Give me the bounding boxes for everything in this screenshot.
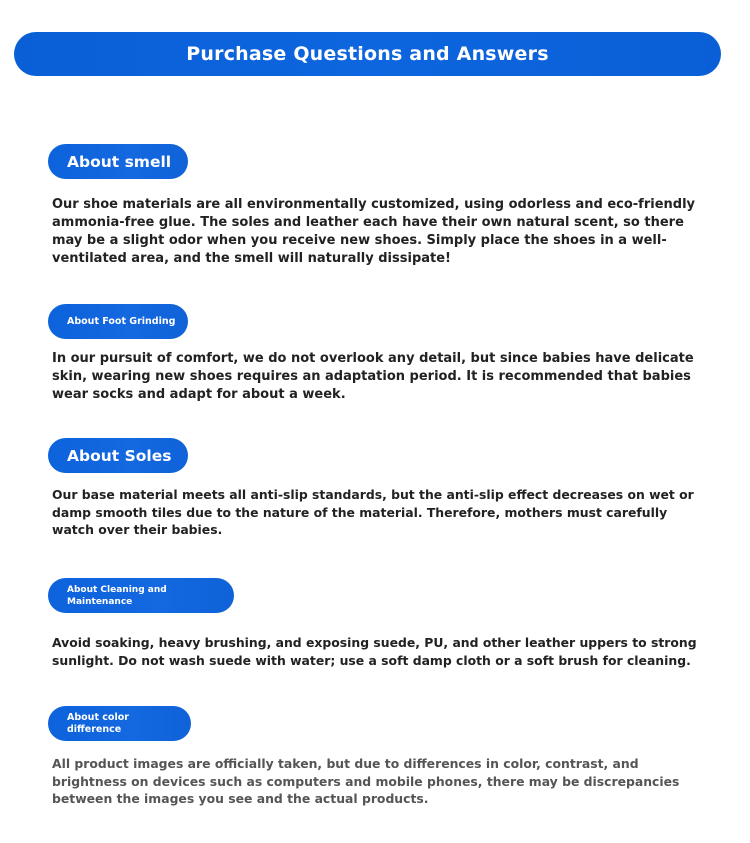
- section-heading-smell: [48, 144, 188, 179]
- section-text-color-difference: All product images are officially taken, but due to differences in color, contrast, and brightness on devices such as computers and mobile phones, there may be discrepancies between the images you see and the actual products.: [52, 756, 680, 806]
- page-header-banner: [14, 32, 721, 76]
- section-heading-soles: [48, 438, 188, 473]
- section-heading-cleaning: [48, 578, 234, 613]
- section-text-foot-grinding: In our pursuit of comfort, we do not overlook any detail, but since babies have delicate skin, wearing new shoes requires an adaptation period. It is recommended that babies wear socks and adapt for about a week.: [52, 351, 694, 402]
- section-heading-label: About Foot Grinding: [67, 315, 176, 327]
- section-heading-label: About Cleaning and Maintenance: [67, 584, 167, 607]
- section-heading-label: About Soles: [67, 446, 172, 465]
- section-heading-color-difference: [48, 706, 191, 741]
- section-text-smell: Our shoe materials are all environmentally customized, using odorless and eco-friendly ammonia-free glue. The soles and leather each have their own natural scent, so there may be a slight odor when you receive new shoes. Simply place the shoes in a well-ventilated area, and the smell will naturally dissipate!: [52, 197, 695, 266]
- section-heading-label: About smell: [67, 152, 172, 171]
- section-heading-label: About color difference: [67, 711, 129, 735]
- page-title: Purchase Questions and Answers: [186, 43, 549, 65]
- section-heading-foot-grinding: [48, 304, 188, 339]
- section-text-soles: Our base material meets all anti-slip standards, but the anti-slip effect decreases on wet or damp smooth tiles due to the nature of the material. Therefore, mothers must carefully watch over their babies.: [52, 487, 694, 537]
- section-text-cleaning: Avoid soaking, heavy brushing, and exposing suede, PU, and other leather uppers to strong sunlight. Do not wash suede with water; use a soft damp cloth or a soft brush for cleaning.: [52, 635, 697, 668]
